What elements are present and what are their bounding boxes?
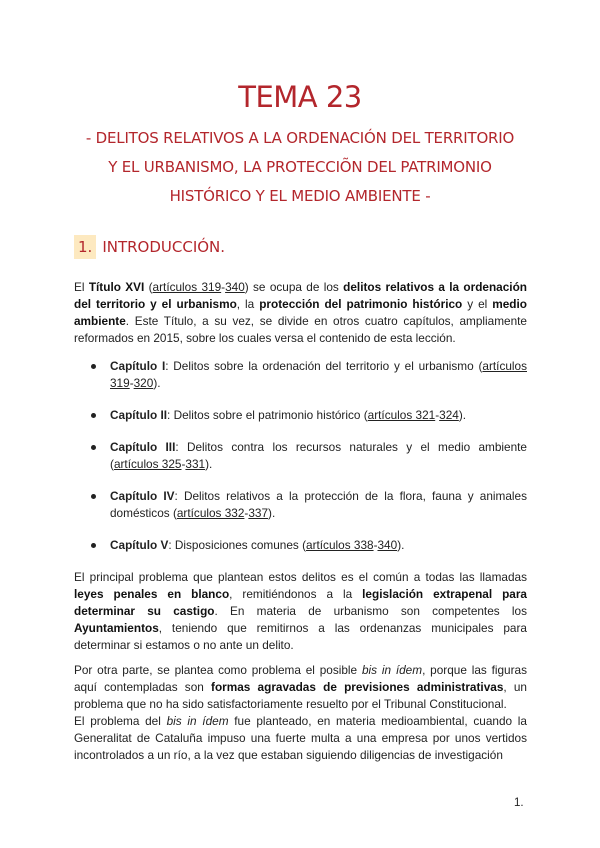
chapters-list (74, 358, 527, 569)
intro-paragraph: El Título XVI (artículos 319-340) se ocupa de los delitos relativos a la ordenación del territorio y el urbanismo, la protección del patrimonio histórico y el medio ambiente. Este Título, a su vez, se divide en otros cuatro capítulos, ampliamente reformados en 2015, sobre los cuales versa el contenido de esta lección. (74, 280, 527, 345)
list-item: Capítulo III: Delitos contra los recursos naturales y el medio ambiente (artículos 325-331). (74, 439, 527, 473)
section-heading (74, 238, 225, 256)
list-item: Capítulo II: Delitos sobre el patrimonio histórico (artículos 321-324). (74, 407, 527, 424)
section-title: INTRODUCCIÓN. (102, 238, 226, 256)
bis-in-idem-paragraph: Por otra parte, se plantea como problema el posible bis in ídem, porque las figuras aquí contempladas son formas agravadas de previsiones administrativas, un problema que no ha sido satisfactoriamente resuelto por el Tribunal Constitucional. (74, 663, 528, 711)
article-link[interactable]: 324 (439, 408, 459, 422)
page-title: TEMA 23 (238, 80, 362, 114)
article-link[interactable]: artículos 338 (306, 538, 374, 552)
list-item: Capítulo IV: Delitos relativos a la protección de la flora, fauna y animales domésticos (artículos 332-337). (74, 488, 527, 522)
list-item: Capítulo V: Disposiciones comunes (artículos 338-340). (74, 537, 527, 554)
article-link[interactable]: 337 (248, 506, 269, 520)
article-link[interactable]: 331 (185, 457, 206, 471)
list-item: Capítulo I: Delitos sobre la ordenación del territorio y el urbanismo (artículos 319-320). (74, 358, 527, 392)
article-link[interactable]: 340 (225, 280, 245, 294)
article-link[interactable]: artículos 325 (113, 457, 182, 471)
article-link[interactable]: 320 (133, 376, 154, 390)
example-paragraph: El problema del bis in ídem fue planteado, en materia medioambiental, cuando la Generalitat de Cataluña impuso una fuerte multa a una empresa por unos vertidos incontrolados a un río, a la vez que estaban siguiendo diligencias de investigación (74, 714, 527, 762)
article-link[interactable]: artículos 319 (110, 359, 527, 390)
problem-paragraph: El principal problema que plantean estos delitos es el común a todas las llamadas leyes penales en blanco, remitiéndonos a la legislación extrapenal para determinar su castigo. En materia de urbanismo son competentes los Ayuntamientos, teniendo que remitirnos a las ordenanzas municipales para determinar si estamos o no ante un delito. (74, 570, 527, 652)
article-link[interactable]: artículos 319 (152, 280, 222, 294)
page-number: 1. (514, 797, 524, 809)
article-link[interactable]: 340 (377, 538, 398, 552)
page-subtitle: - DELITOS RELATIVOS A LA ORDENACIÓN DEL TERRITORIO Y EL URBANISMO, LA PROTECCIÕN DEL PATRIMONIO HISTÓRICO Y EL MEDIO AMBIENTE - (85, 129, 515, 205)
article-link[interactable]: artículos 321 (367, 408, 436, 422)
article-link[interactable]: artículos 332 (176, 506, 245, 520)
section-number: 1. (74, 235, 96, 259)
